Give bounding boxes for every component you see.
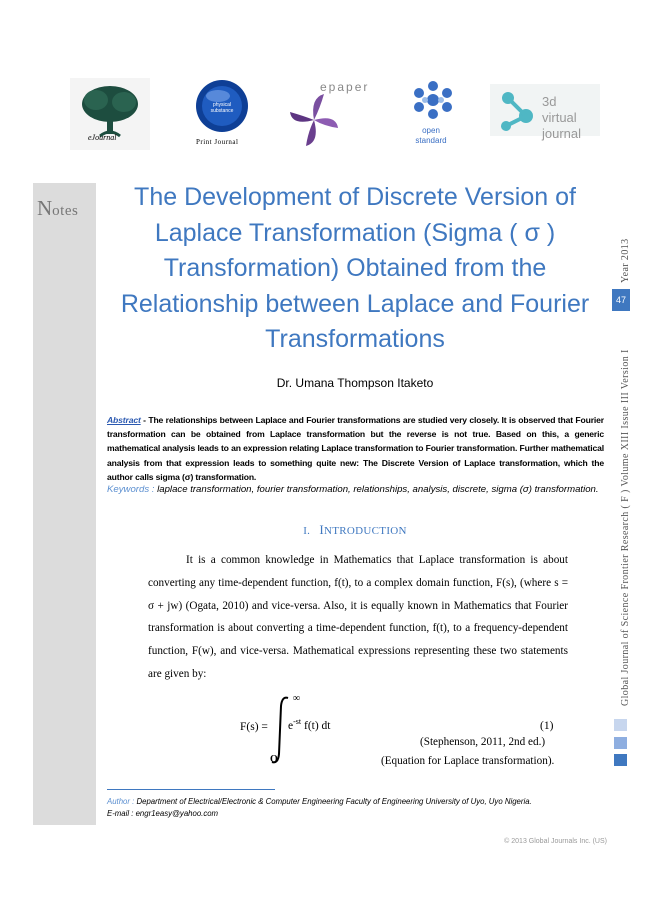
notes-label-rest: otes: [52, 203, 79, 219]
footnote-author-line: [107, 796, 604, 808]
equation-lhs: F(s) =: [240, 721, 268, 733]
ejournal-logo: [70, 78, 150, 150]
body-text: It is a common knowledge in Mathematics that Laplace transformation is about converting any time-dependent function, f(t), to a complex domain function, F(s), (where s = σ + jw) (Ogata, 2010) and vice-versa. Also, it is equally known in Mathematics that Fourier transformation is about converting a time-dependent function, f(t), to a frequency-dependent function, F(w), and vice-versa. Mathematical expressions representing these two statements are given by:: [148, 554, 568, 680]
epaper-logo: [284, 78, 374, 150]
footnote-author-text: Department of Electrical/Electronic & Computer Engineering Faculty of Engineering University of Uyo, Uyo Nigeria.: [134, 797, 532, 806]
author-name: Dr. Umana Thompson Itaketo: [276, 376, 434, 390]
print-journal-logo: [190, 78, 258, 150]
3d-virtual-journal-logo: [490, 78, 600, 150]
abstract-text: - The relationships between Laplace and Fourier transformations are studied very closely. It is observed that Fourier transformation can be obtained from Laplace transformation but the reverse is not true. Based on this, a generic mathematical analysis leads to an expression relating Laplace transformation to Fourier transformation. Further mathematical analysis from that expression leads to something quite new: The Discrete Version of Laplace transformation, which the author calls sigma (σ) transformation.: [107, 415, 604, 482]
vertical-journal-text: Global Journal of Science Frontier Research ( F ) Volume XIII Issue III Version I: [620, 349, 631, 706]
equation-citation: (Stephenson, 2011, 2nd ed.): [420, 736, 546, 748]
footnote-email: E-mail : engr1easy@yahoo.com: [107, 808, 219, 818]
footnote-author-label: Author :: [107, 797, 135, 806]
equation-base: e: [288, 719, 294, 732]
integral-upper-limit: ∞: [293, 693, 301, 704]
section-number: I.: [303, 525, 311, 537]
keywords-label: Keywords :: [107, 484, 155, 495]
decor-square-3: [614, 754, 627, 766]
notes-label-first: N: [37, 196, 53, 220]
keywords-text: laplace transformation, fourier transformation, relationships, analysis, discrete, sigma (σ) transformation.: [154, 484, 599, 495]
body-paragraph: [148, 549, 568, 686]
abstract: [107, 413, 604, 484]
integral-lower-limit: O: [270, 754, 278, 765]
keywords: [107, 482, 604, 498]
section-title-rest: NTRODUCTION: [324, 525, 407, 537]
page-number: 47: [612, 289, 630, 311]
open-standard-logo: [405, 78, 461, 150]
copyright-notice: © 2013 Global Journals Inc. (US): [504, 838, 607, 845]
section-title-first: I: [319, 522, 325, 537]
3d-virtual-journal-label: 3d virtual journal: [542, 94, 582, 141]
print-journal-inner-label: physical substance: [210, 102, 234, 114]
decor-square-1: [614, 719, 627, 731]
print-journal-label: Print Journal: [196, 138, 239, 146]
equation-integrand: [288, 717, 331, 732]
equation-number: (1): [540, 720, 554, 732]
ejournal-label: eJournal: [88, 133, 117, 142]
notes-sidebar: [33, 183, 96, 825]
abstract-label: Abstract: [107, 415, 141, 425]
open-standard-label: open standard: [415, 126, 447, 145]
section-heading: [110, 522, 600, 538]
decor-square-2: [614, 737, 627, 749]
equation-rest: f(t) dt: [301, 719, 331, 732]
footnote-rule: [107, 789, 275, 790]
notes-label: [37, 196, 78, 221]
vertical-year-text: Year 2013: [620, 238, 631, 283]
epaper-label: epaper: [320, 80, 370, 94]
footnote: [107, 796, 604, 819]
paper-title: The Development of Discrete Version of Laplace Transformation (Sigma ( σ ) Transformation) Obtained from the Relationship between Laplace and Fourier Transformations: [120, 183, 590, 353]
equation-caption: (Equation for Laplace transformation).: [381, 755, 555, 767]
equation-exponent: -st: [293, 717, 302, 726]
